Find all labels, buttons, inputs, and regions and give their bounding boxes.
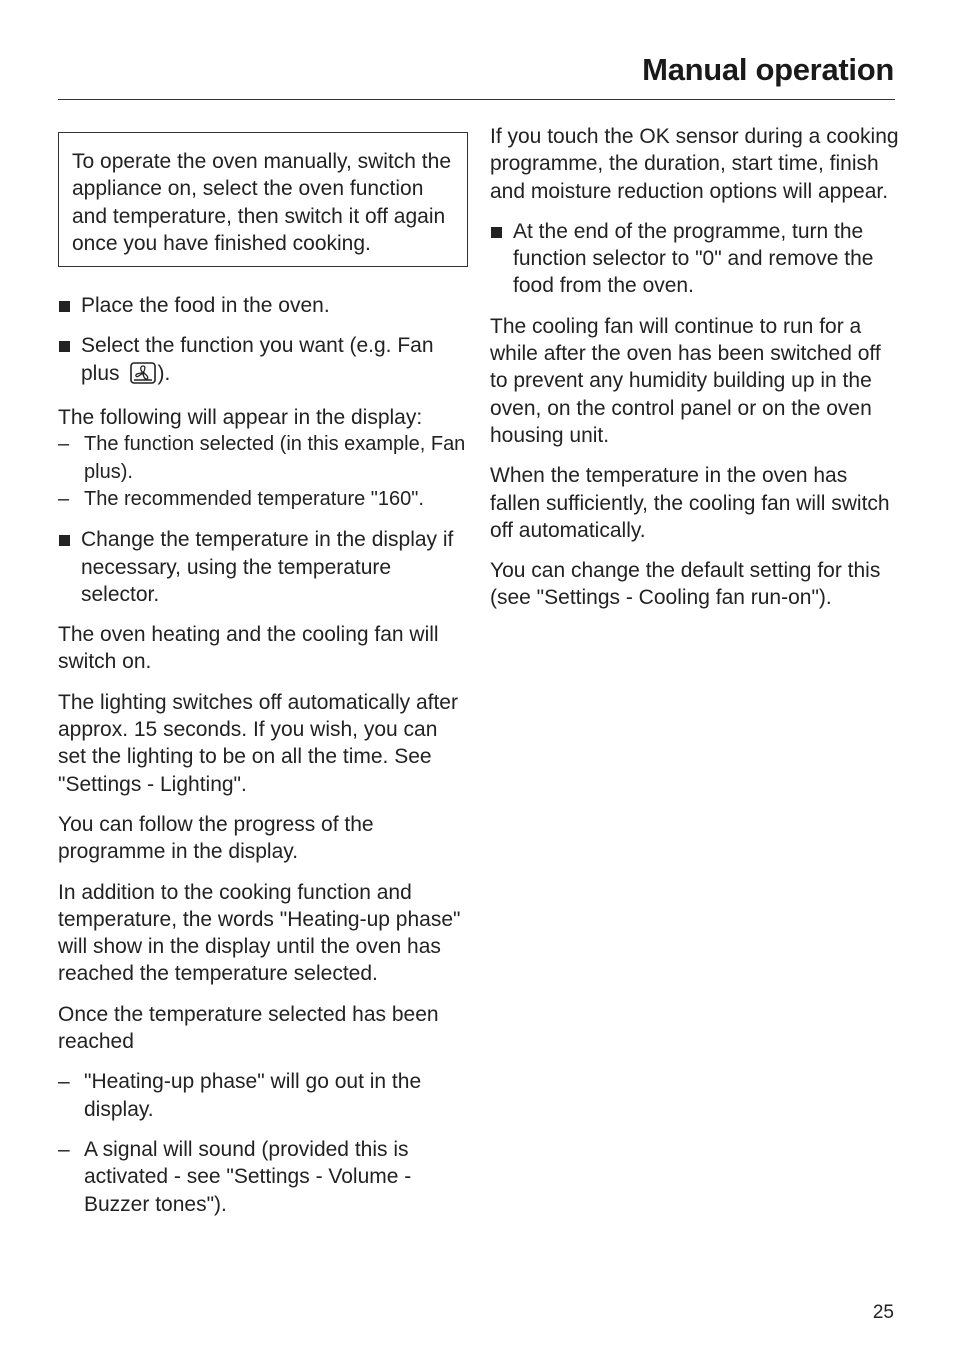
bullet-place-food: [58, 292, 468, 319]
display-item-text: The recommended temperature "160".: [84, 487, 424, 510]
paragraph: In addition to the cooking function and temperature, the words "Heating-up phase" will show in the display until the oven has reached the temperature selected.: [58, 880, 461, 986]
reached-item: – A signal will sound (provided this is activated - see "Settings - Volume - Buzzer tones").: [58, 1137, 412, 1216]
bullet-square: [59, 535, 70, 546]
bullet-text: At the end of the programme, turn the function selector to "0" and remove the food from the oven.: [513, 219, 874, 298]
fan-plus-icon: [130, 362, 156, 391]
display-item: – The function selected (in this example, Fan plus).: [58, 433, 466, 483]
display-intro: The following will appear in the display:: [58, 406, 423, 430]
reached-item-text: "Heating-up phase" will go out in the display.: [84, 1070, 422, 1121]
paragraph: Once the temperature selected has been reached: [58, 1002, 439, 1054]
reached-item-text: A signal will sound (provided this is activated - see "Settings - Volume - Buzzer tones").: [84, 1137, 412, 1216]
right-column: [490, 123, 900, 625]
note-box: [58, 132, 468, 267]
paragraph: The oven heating and the cooling fan will switch on.: [58, 623, 439, 674]
bullet-square: [59, 341, 70, 352]
page-number: 25: [872, 1302, 894, 1323]
display-item: – The recommended temperature "160".: [58, 487, 424, 510]
paragraph: If you touch the OK sensor during a cooking programme, the duration, start time, finish and moisture reduction options will appear.: [490, 125, 899, 203]
paragraph: When the temperature in the oven has fallen sufficiently, the cooling fan will switch off automatically.: [490, 464, 890, 542]
paragraph: The cooling fan will continue to run for a while after the oven has been switched off to prevent any humidity building up in the oven, on the control panel or on the oven housing unit.: [490, 314, 881, 447]
left-column: [58, 123, 468, 1218]
paragraph: You can follow the progress of the programme in the display.: [58, 812, 374, 864]
bullet-text: Place the food in the oven.: [81, 294, 330, 318]
header-rule: [58, 99, 895, 100]
paragraph: You can change the default setting for this (see "Settings - Cooling fan run-on").: [490, 559, 881, 610]
note-text: To operate the oven manually, switch the appliance on, select the oven function and temperature, then switch it off again once you have finished cooking.: [72, 150, 451, 255]
paragraph: The lighting switches off automatically after approx. 15 seconds. If you wish, you can set the lighting to be on all the time. See "Settings - Lighting".: [58, 690, 458, 796]
bullet-change-temperature: [58, 526, 468, 608]
bullet-end-programme: [490, 218, 900, 300]
bullet-square: [491, 227, 502, 238]
bullet-text: Select the function you want (e.g. Fan plus: [81, 334, 434, 385]
reached-item: – "Heating-up phase" will go out in the display.: [58, 1070, 422, 1121]
display-item-text: The function selected (in this example, Fan plus).: [84, 433, 466, 483]
bullet-text-end: ).: [157, 361, 171, 385]
bullet-text: Change the temperature in the display if necessary, using the temperature selector.: [81, 528, 454, 606]
bullet-select-function: [58, 332, 468, 391]
page-title: Manual operation: [642, 52, 894, 87]
bullet-square: [59, 301, 70, 312]
